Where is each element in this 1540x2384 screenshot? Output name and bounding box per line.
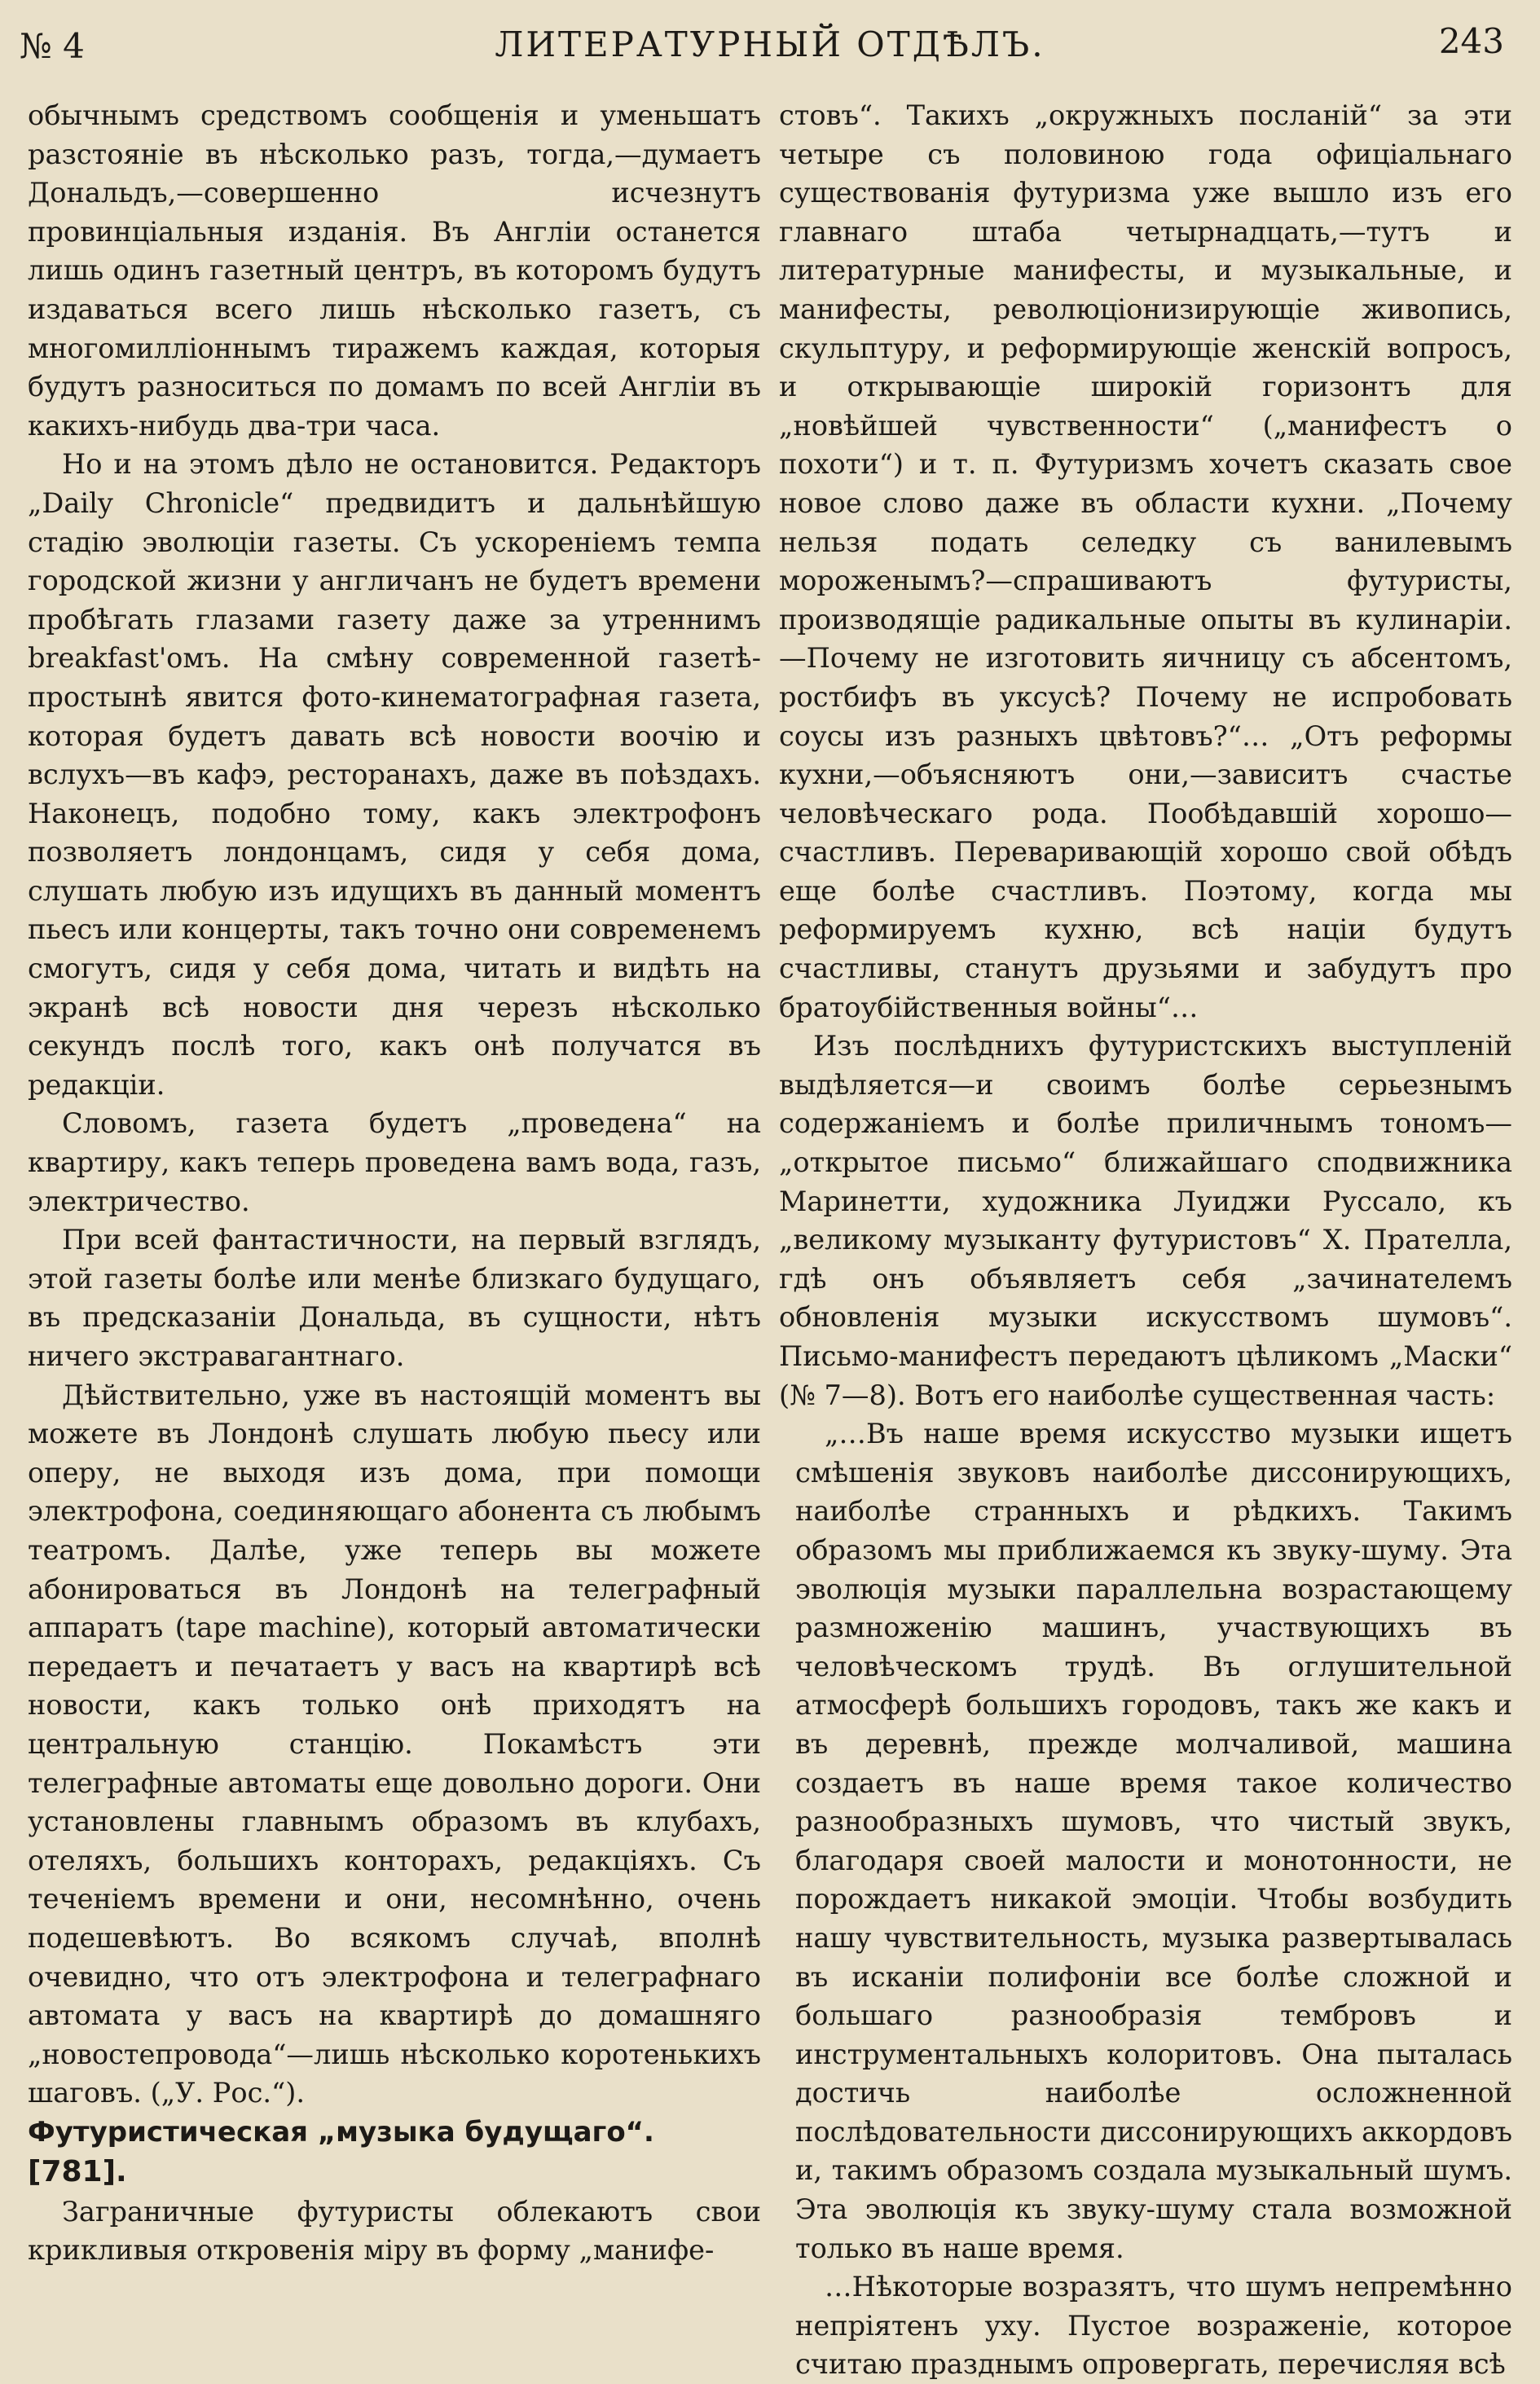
page-number: 243	[1438, 21, 1504, 61]
quoted-paragraph: „…Въ наше время искусство музыки ищетъ смѣшенія звуковъ наиболѣе диссонирующихъ, наиболѣе странныхъ и рѣдкихъ. Такимъ образомъ мы приближаемся къ звуку-шуму. Эта эволюція музыки параллельна возрастающему размноженію машинъ, участвующихъ въ человѣческомъ трудѣ. Въ оглушительной атмосферѣ большихъ городовъ, такъ же какъ и въ деревнѣ, прежде молчаливой, машина создаетъ въ наше время такое количество разнообразныхъ шумовъ, что чистый звукъ, благодаря своей малости и монотонности, не порождаетъ никакой эмоціи. Чтобы возбудить нашу чувствительность, музыка развертывалась въ исканіи полифоніи все болѣе сложной и большаго разнообразія тембровъ и инструментальныхъ колоритовъ. Она пыталась достичь наиболѣе осложненной послѣдовательности диссонирующихъ аккордовъ и, такимъ образомъ создала музыкальный шумъ. Эта эволюція къ звуку-шуму стала возможной только въ наше время.	[795, 1418, 1512, 2264]
paragraph: Словомъ, газета будетъ „проведена“ на квартиру, какъ теперь проведена вамъ вода, газъ, электричество.	[28, 1107, 761, 1217]
paragraph: обычнымъ средствомъ сообщенія и уменьшатъ разстояніе въ нѣсколько разъ, тогда,—думаетъ Дональдъ,—совершенно исчезнутъ провинціальныя изданія. Въ Англіи останется лишь одинъ газетный центръ, въ которомъ будутъ издаваться всего лишь нѣсколько газетъ, съ многомилліоннымъ тиражемъ каждая, которыя будутъ разноситься по домамъ по всей Англіи въ какихъ-нибудь два-три часа.	[28, 99, 761, 442]
paragraph: Но и на этомъ дѣло не остановится. Редакторъ „Daily Chronicle“ предвидитъ и дальнѣйшую стадію эволюціи газеты. Съ ускореніемъ темпа городской жизни у англичанъ не будетъ времени пробѣгать глазами газету даже за утреннимъ breakfast'омъ. На смѣну современной газетѣ-простынѣ явится фото-кинематографная газета, которая будетъ давать всѣ новости воочію и вслухъ—въ кафэ, ресторанахъ, даже въ поѣздахъ. Наконецъ, подобно тому, какъ электрофонъ позволяетъ лондонцамъ, сидя у себя дома, слушать любую изъ идущихъ въ данный моментъ пьесъ или концерты, такъ точно они современемъ смогутъ, сидя у себя дома, читать и видѣть на экранѣ всѣ новости дня черезъ нѣсколько секундъ послѣ того, какъ онѣ получатся въ редакціи.	[28, 448, 761, 1101]
paragraph: Изъ послѣднихъ футуристскихъ выступленій выдѣляется—и своимъ болѣе серьезнымъ содержаніемъ и болѣе приличнымъ тономъ—„открытое письмо“ ближайшаго сподвижника Маринетти, художника Луиджи Руссало, къ „великому музыканту футуристовъ“ Х. Пpaтелла, гдѣ онъ объявляетъ себя „зачинателемъ обновленія музыки искусствомъ шумовъ“. Письмо-манифестъ передаютъ цѣликомъ „Маски“ (№ 7—8). Вотъ его наиболѣе существенная часть:	[779, 1030, 1512, 1411]
paragraph: При всей фантастичности, на первый взглядъ, этой газеты болѣе или менѣе близкаго будущаго, въ предсказаніи Дональда, въ сущности, нѣтъ ничего экстравагантнаго.	[28, 1224, 761, 1372]
section-title: ЛИТЕРАТУРНЫЙ ОТДѢЛЪ.	[495, 24, 1045, 64]
right-column	[779, 96, 1512, 2384]
article-heading: Футуристическая „музыка будущаго“.	[28, 2115, 654, 2149]
article-number: [781].	[28, 2154, 127, 2188]
quoted-paragraph: …Нѣкоторые возразятъ, что шумъ непремѣнно непріятенъ уху. Пустое возраженіе, которое считаю празднымъ опровергать, перечисляя всѣ	[795, 2271, 1512, 2381]
issue-number: № 4	[20, 26, 85, 66]
running-header	[0, 18, 1540, 75]
left-column	[28, 96, 761, 2270]
paragraph: Заграничные футуристы облекаютъ свои крикливыя откровенія міру въ форму „манифе-	[28, 2195, 761, 2267]
paragraph: стовъ“. Такихъ „окружныхъ посланій“ за эти четыре съ половиною года офиціальнаго существованія футуризма уже вышло изъ его главнаго штаба четырнадцать,—тутъ и литературные манифесты, и музыкальные, и манифесты, революціонизирующіе живопись, скульптуру, и реформирующіе женскій вопросъ, и открывающіе широкій горизонтъ для „новѣйшей чувственности“ („манифестъ о похоти“) и т. п. Футуризмъ хочетъ сказать свое новое слово даже въ области кухни. „Почему нельзя подать селедку съ ванилевымъ мороженымъ?—спрашиваютъ футуристы, производящіе радикальные опыты въ кулинаріи.—Почему не изготовить яичницу съ абсентомъ, ростбифъ въ уксусѣ? Почему не испробовать соусы изъ разныхъ цвѣтовъ?“… „Отъ реформы кухни,—объясняютъ они,—зависитъ счастье человѣческаго рода. Пообѣдавшій хорошо—счастливъ. Переваривающій хорошо свой обѣдъ еще болѣе счастливъ. Поэтому, когда мы реформируемъ кухню, всѣ націи будутъ счастливы, станутъ друзьями и забудутъ про братоубійственныя войны“…	[779, 99, 1512, 1023]
paragraph: Дѣйствительно, уже въ настоящій моментъ вы можете въ Лондонѣ слушать любую пьесу или оперу, не выходя изъ дома, при помощи электрофона, соединяющаго абонента съ любымъ театромъ. Далѣе, уже теперь вы можете абонироваться въ Лондонѣ на телеграфный аппаратъ (tape machine), который автоматически передаетъ и печатаетъ у васъ на квартирѣ всѣ новости, какъ только онѣ приходятъ на центральную станцію. Покамѣстъ эти телеграфные автоматы еще довольно дороги. Они установлены главнымъ образомъ въ клубахъ, отеляхъ, большихъ конторахъ, редакціяхъ. Съ теченіемъ времени и они, несомнѣнно, очень подешевѣютъ. Во всякомъ случаѣ, вполнѣ очевидно, что отъ электрофона и телеграфнаго автомата у васъ на квартирѣ до домашняго „новостепровода“—лишь нѣсколько коротенькихъ шаговъ. („У. Рос.“).	[28, 1379, 761, 2109]
